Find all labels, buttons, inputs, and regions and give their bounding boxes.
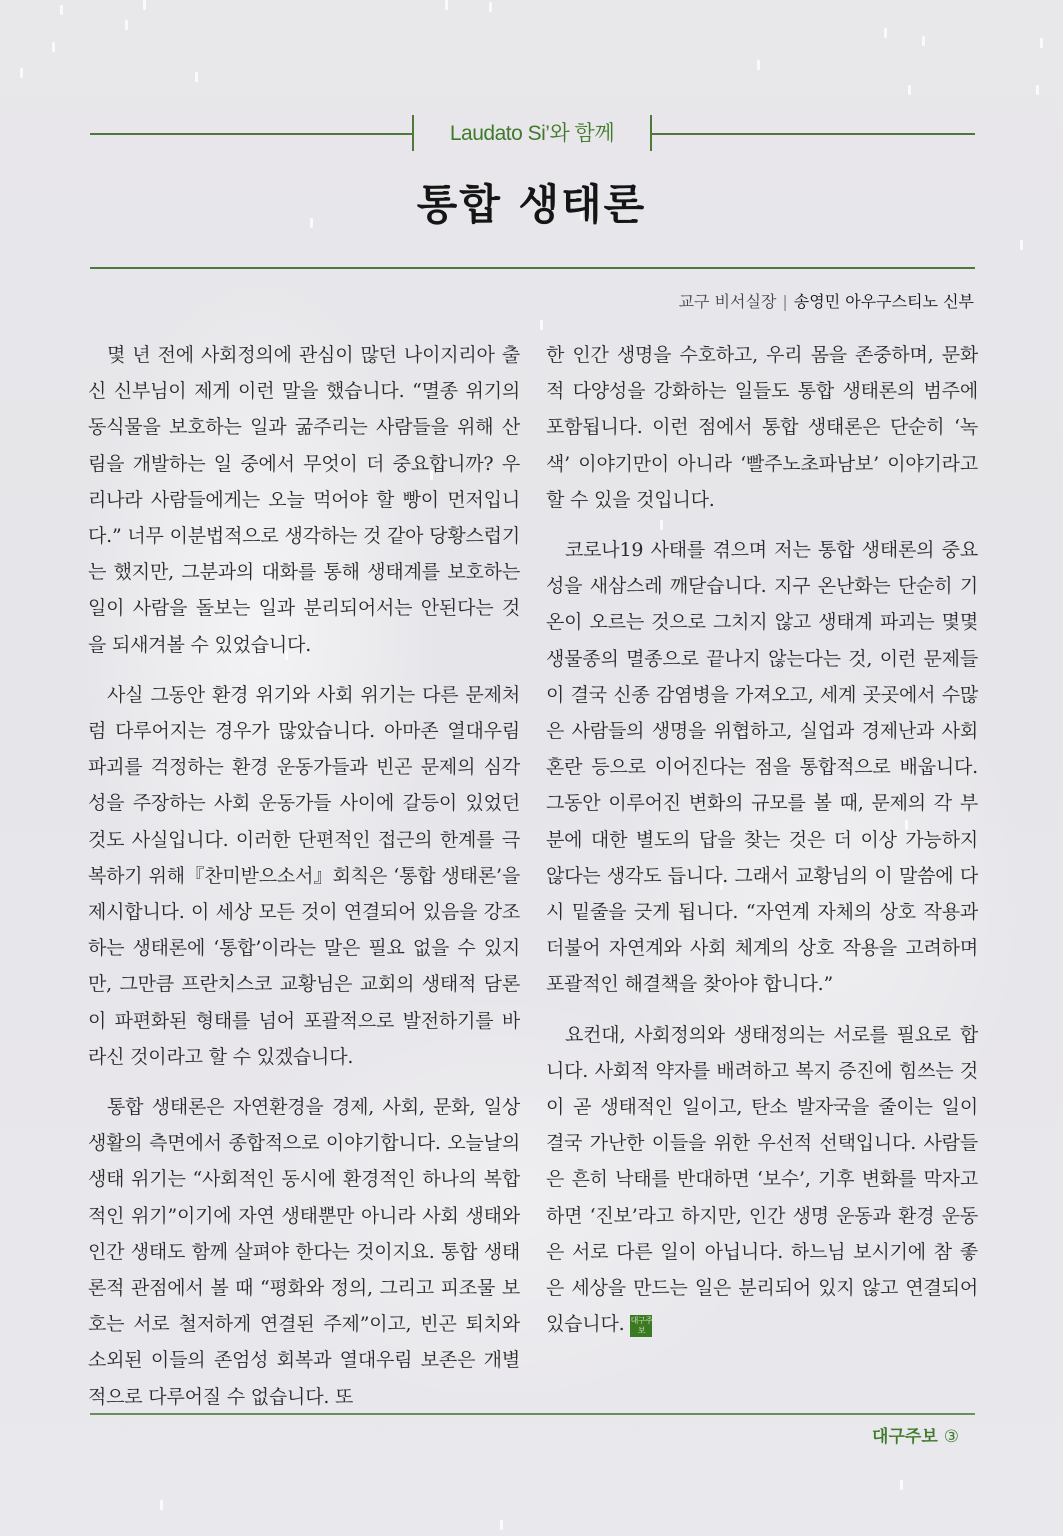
paragraph: 코로나19 사태를 겪으며 저는 통합 생태론의 중요성을 새삼스레 깨닫습니다. 지구 온난화는 단순히 기온이 오르는 것으로 그치지 않고 생태계 파괴는 몇몇 생물종의 멸종으로 끝나지 않는다는 것, 이런 문제들이 결국 신종 감염병을 가져오고, 세계 곳곳에서 수많은 사람들의 생명을 위협하고, 실업과 경제난과 사회 혼란 등으로 이어진다는 점을 통합적으로 배웁니다. 그동안 이루어진 변화의 규모를 볼 때, 문제의 각 부분에 대한 별도의 답을 찾는 것은 더 이상 가능하지 않다는 생각도 듭니다. 그래서 교황님의 이 말씀에 다시 밑줄을 긋게 됩니다. “자연계 자체의 상호 작용과 더불어 자연계와 사회 체계의 상호 작용을 고려하며 포괄적인 해결책을 찾아야 합니다.” — [546, 539, 978, 996]
byline — [679, 289, 974, 312]
series-header — [90, 115, 975, 151]
publication-name: 대구주보 — [872, 1427, 938, 1447]
author-role: 교구 비서실장 — [678, 292, 777, 311]
title-divider — [90, 267, 975, 269]
series-title: Laudato Si’와 함께 — [449, 122, 615, 145]
article-column-left — [88, 337, 520, 1429]
header-rule-left — [90, 133, 413, 135]
footer-divider — [90, 1413, 975, 1415]
paragraph: 통합 생태론은 자연환경을 경제, 사회, 문화, 일상생활의 측면에서 종합적으로 이야기합니다. 오늘날의 생태 위기는 “사회적인 동시에 환경적인 하나의 복합적인 위기”이기에 자연 생태뿐만 아니라 사회 생태와 인간 생태도 함께 살펴야 한다는 것이지요. 통합 생태론적 관점에서 볼 때 “평화와 정의, 그리고 피조물 보호는 서로 철저하게 연결된 주제”이고, 빈곤 퇴치와 소외된 이들의 존엄성 회복과 열대우림 보존은 개별적으로 다루어질 수 없습니다. 또 — [88, 1096, 520, 1408]
paragraph: 사실 그동안 환경 위기와 사회 위기는 다른 문제처럼 다루어지는 경우가 많았습니다. 아마존 열대우림 파괴를 걱정하는 환경 운동가들과 빈곤 문제의 심각성을 주장하는 사회 운동가들 사이에 갈등이 있었던 것도 사실입니다. 이러한 단편적인 접근의 한계를 극복하기 위해『찬미받으소서』회칙은 ‘통합 생태론’을 제시합니다. 이 세상 모든 것이 연결되어 있음을 강조하는 생태론에 ‘통합’이라는 말은 필요 없을 수 있지만, 그만큼 프란치스코 교황님은 교회의 생태적 담론이 파편화된 형태를 넘어 포괄적으로 발전하기를 바라신 것이라고 할 수 있겠습니다. — [88, 683, 520, 1068]
footer — [872, 1422, 959, 1447]
page-number: ③ — [943, 1427, 959, 1447]
byline-separator: | — [782, 292, 788, 311]
paragraph-text: 요컨대, 사회정의와 생태정의는 서로를 필요로 합니다. 사회적 약자를 배려하고 복지 증진에 힘쓰는 것이 곧 생태적인 일이고, 탄소 발자국을 줄이는 일이 결국 가난한 이들을 위한 우선적 선택입니다. 사람들은 흔히 낙태를 반대하면 ‘보수’, 기후 변화를 막자고 하면 ‘진보’라고 하지만, 인간 생명 운동과 환경 운동은 서로 다른 일이 아닙니다. 하느님 보시기에 참 좋은 세상을 만드는 일은 분리되어 있지 않고 연결되어 있습니다. — [546, 1023, 978, 1336]
article-column-right — [546, 337, 978, 1356]
paragraph: 한 인간 생명을 수호하고, 우리 몸을 존중하며, 문화적 다양성을 강화하는 일들도 통합 생태론의 범주에 포함됩니다. 이런 점에서 통합 생태론은 단순히 ‘녹색’ 이야기만이 아니라 ‘빨주노초파남보’ 이야기라고 할 수 있을 것입니다. — [546, 344, 978, 511]
header-tick-left — [412, 115, 414, 151]
author-name: 송영민 아우구스티노 신부 — [793, 292, 974, 311]
end-mark-logo-icon: 대구주보 — [630, 1316, 653, 1336]
paragraph-final — [546, 1017, 978, 1343]
header-rule-right — [650, 133, 975, 135]
paragraph: 몇 년 전에 사회정의에 관심이 많던 나이지리아 출신 신부님이 제게 이런 말을 했습니다. “멸종 위기의 동식물을 보호하는 일과 굶주리는 사람들을 위해 산림을 개발하는 일 중에서 무엇이 더 중요합니까? 우리나라 사람들에게는 오늘 먹어야 할 빵이 먼저입니다.” 너무 이분법적으로 생각하는 것 같아 당황스럽기는 했지만, 그분과의 대화를 통해 생태계를 보호하는 일이 사람을 돌보는 일과 분리되어서는 안된다는 것을 되새겨볼 수 있었습니다. — [88, 344, 520, 656]
page-title: 통합 생태론 — [416, 180, 647, 229]
